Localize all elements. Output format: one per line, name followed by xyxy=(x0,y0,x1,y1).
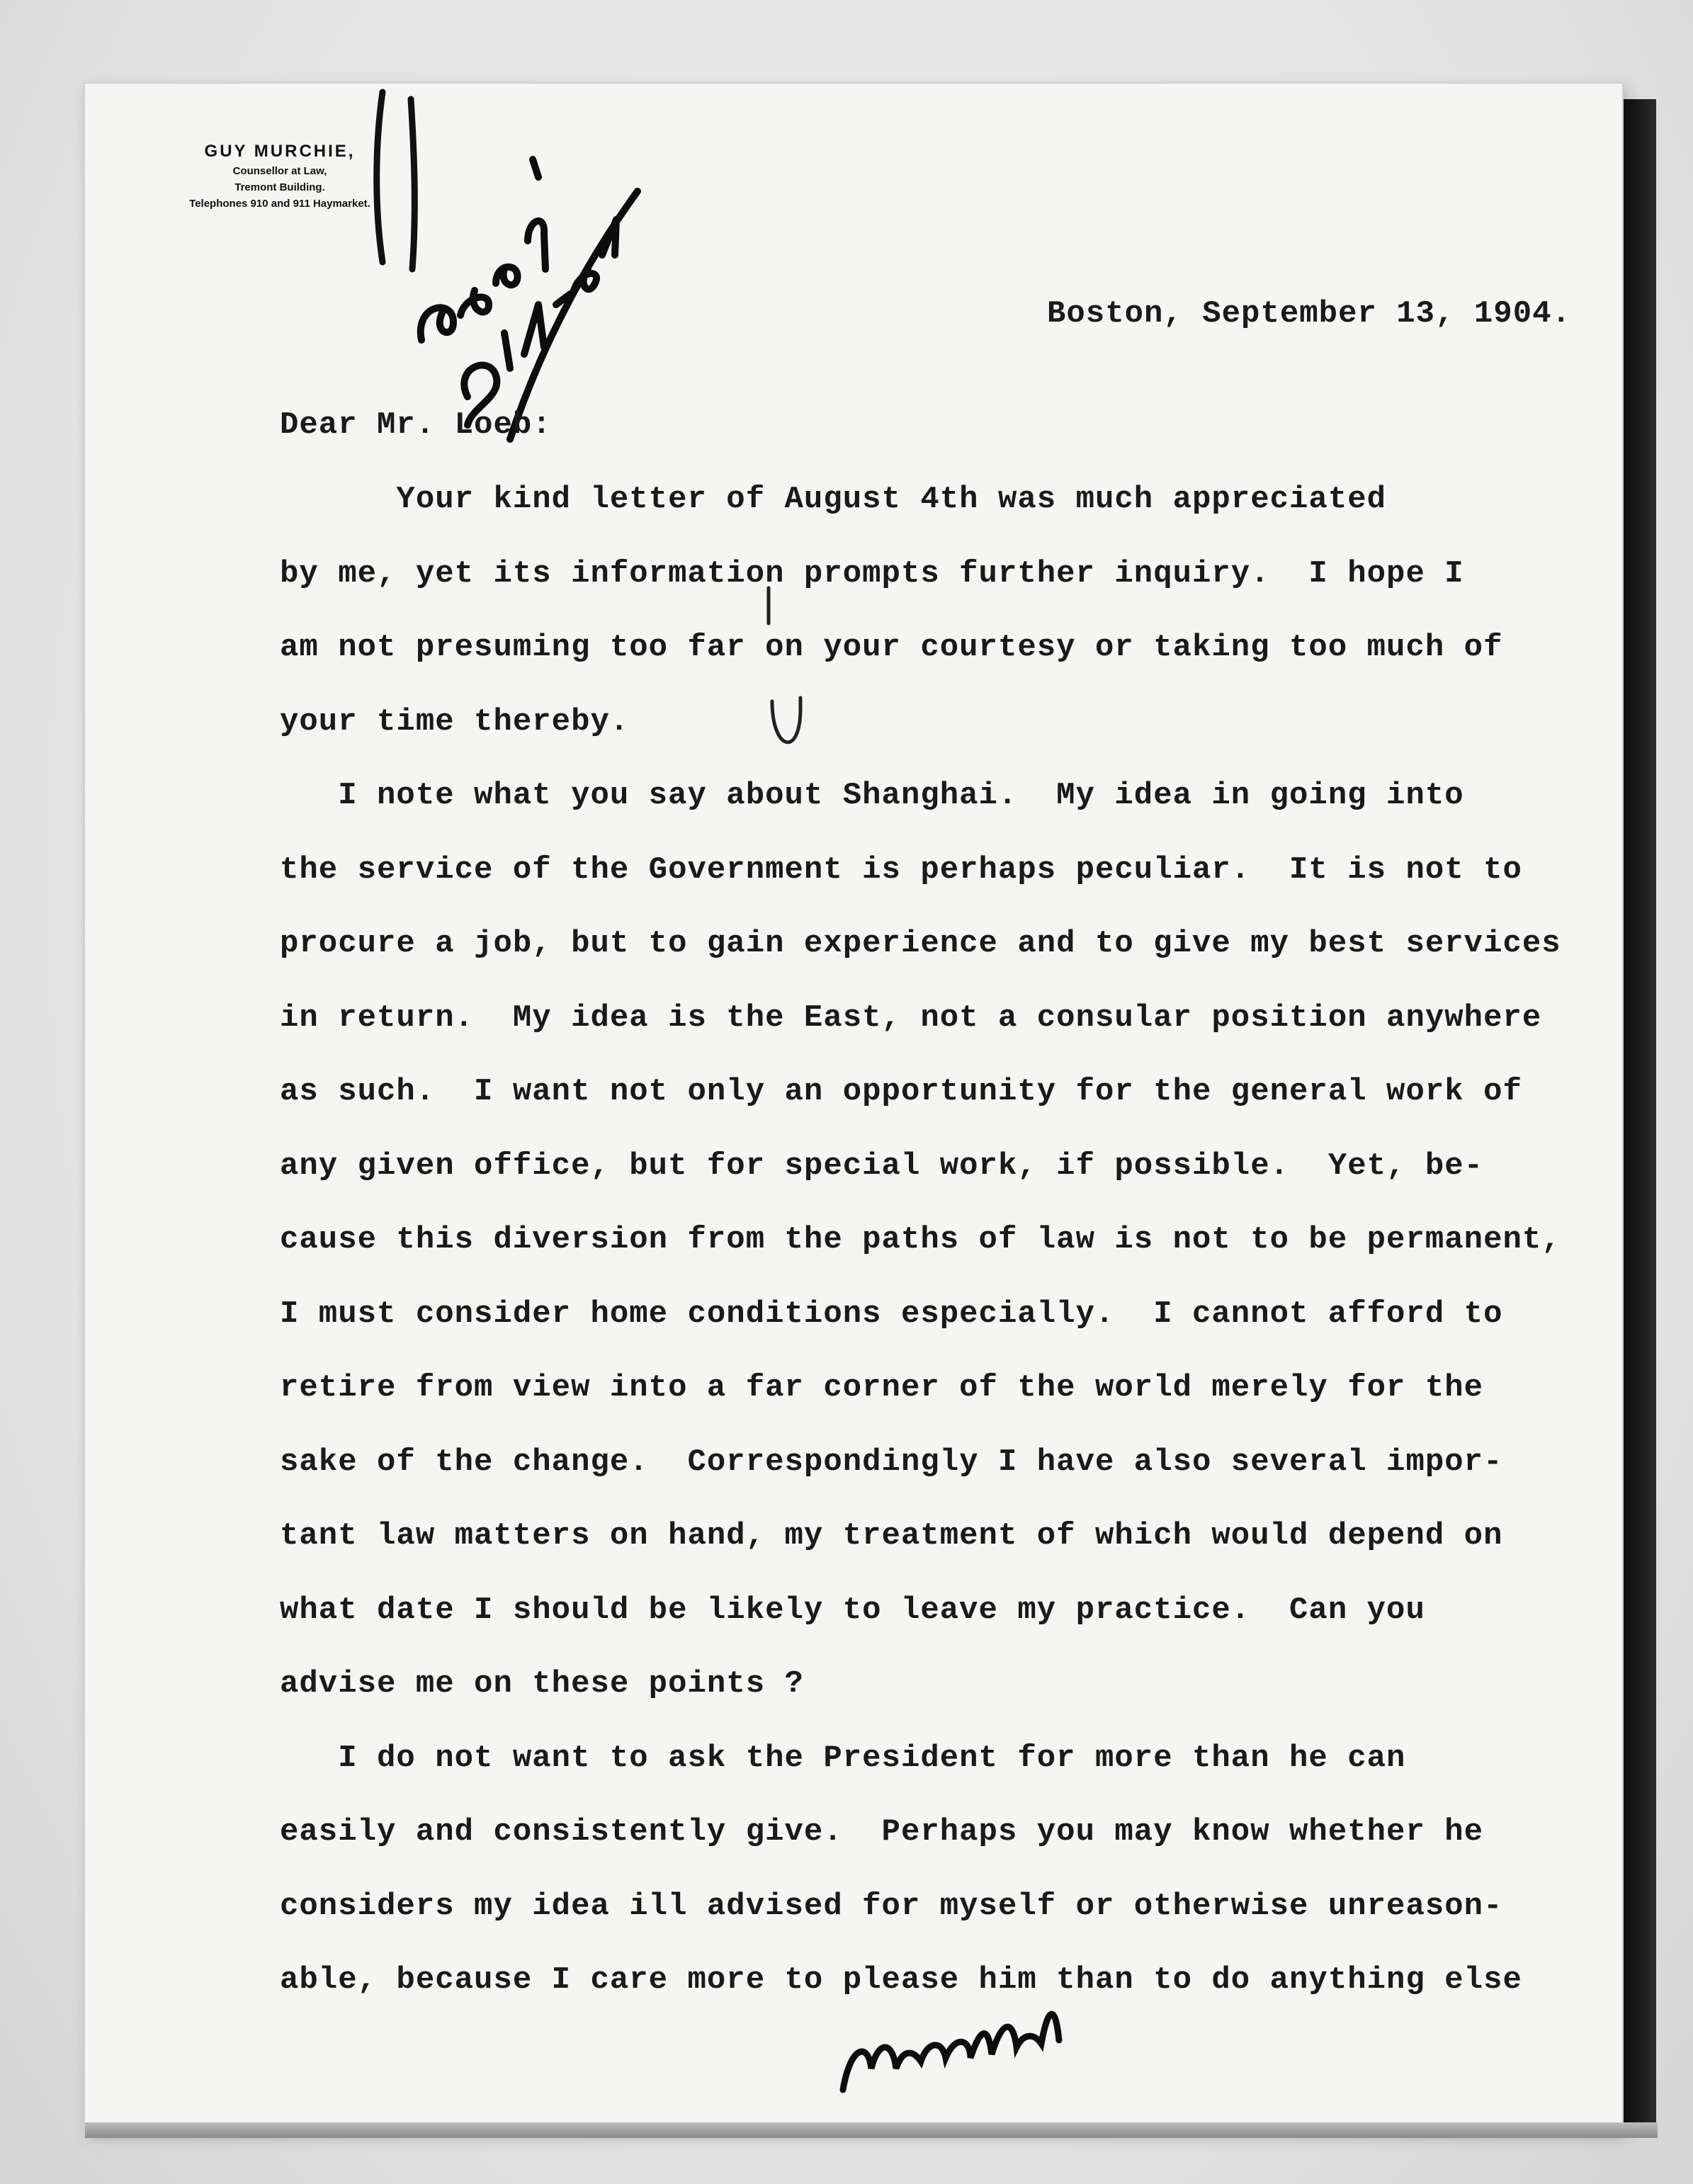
letterhead-name: GUY MURCHIE, xyxy=(204,142,356,161)
letter-body-line: the service of the Government is perhaps peculiar. It is not to xyxy=(280,851,1522,888)
letter-body-line: I do not want to ask the President for more than he can xyxy=(280,1740,1406,1776)
letterhead-address: Tremont Building. xyxy=(234,181,325,193)
letter-body-line: in return. My idea is the East, not a consular position anywhere xyxy=(280,1000,1542,1036)
letter-body-line: Your kind letter of August 4th was much appreciated xyxy=(280,482,1387,517)
letter-body-line: retire from view into a far corner of the world merely for the xyxy=(280,1370,1484,1405)
letterhead-title: Counsellor at Law, xyxy=(232,165,327,177)
letter-body-line: cause this diversion from the paths of law is not to be permanent, xyxy=(280,1222,1561,1257)
letter-body-line: able, because I care more to please him than to do anything else xyxy=(280,1962,1522,1998)
letter-body-line: your time thereby. xyxy=(280,703,630,740)
letter-body-line: I must consider home conditions especially. I cannot afford to xyxy=(280,1296,1503,1332)
letter-body-line: advise me on these points ? xyxy=(280,1666,804,1702)
letter-body-line: tant law matters on hand, my treatment of which would depend on xyxy=(280,1518,1503,1554)
letter-body-line: considers my idea ill advised for myself or otherwise unreason- xyxy=(280,1888,1503,1924)
letter-body-line: what date I should be likely to leave my practice. Can you xyxy=(280,1592,1425,1628)
letterhead xyxy=(131,140,429,212)
letter-body-line: easily and consistently give. Perhaps you may know whether he xyxy=(280,1814,1484,1850)
letter-body-line: as such. I want not only an opportunity for the general work of xyxy=(280,1074,1522,1109)
letter-date: Boston, September 13, 1904. xyxy=(1047,296,1571,332)
sheet-bottom-edge xyxy=(85,2122,1658,2138)
letter-body-line: procure a job, but to gain experience and to give my best services xyxy=(280,926,1561,961)
letter-body-line: am not presuming too far on your courtesy or taking too much of xyxy=(280,630,1503,665)
letter-body-line: by me, yet its information prompts further inquiry. I hope I xyxy=(280,555,1464,592)
letter-body-line: sake of the change. Correspondingly I have also several impor- xyxy=(280,1444,1503,1480)
letterhead-telephones: Telephones 910 and 911 Haymarket. xyxy=(189,198,370,210)
letter-body-line: any given office, but for special work, if possible. Yet, be- xyxy=(280,1148,1484,1184)
salutation: Dear Mr. Loeb: xyxy=(280,407,552,443)
letter-body-line: I note what you say about Shanghai. My idea in going into xyxy=(280,778,1464,813)
